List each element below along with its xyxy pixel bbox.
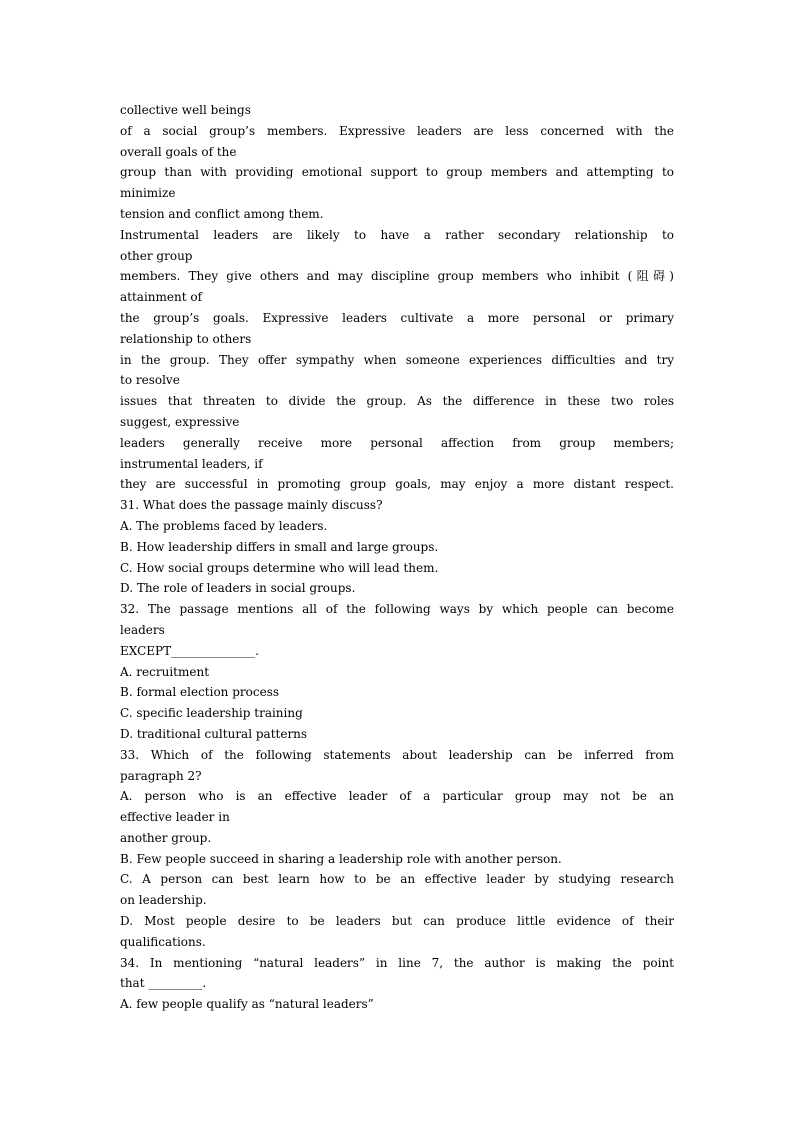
answer-option-b: B. How leadership differs in small and large groups. xyxy=(120,539,439,554)
question-stem: EXCEPT______________. xyxy=(120,643,259,658)
passage-line: leaders generally receive more personal affection from group members; xyxy=(120,435,674,450)
passage-line: members. They give others and may discipline group members who inhibit (阻碍) xyxy=(120,269,674,284)
passage-line: suggest, expressive xyxy=(120,414,240,429)
answer-option-d: D. Most people desire to be leaders but can produce little evidence of their xyxy=(120,914,674,929)
passage-line: Instrumental leaders are likely to have a rather secondary relationship to xyxy=(120,227,674,242)
passage-line: of a social group’s members. Expressive leaders are less concerned with the xyxy=(120,123,674,138)
question-stem: that _________. xyxy=(120,976,207,991)
question-32 xyxy=(120,599,674,745)
answer-option-a: A. recruitment xyxy=(120,664,210,679)
answer-option-a: A. person who is an effective leader of a particular group may not be an xyxy=(120,789,674,804)
passage-line: to resolve xyxy=(120,373,180,388)
answer-option-d: D. traditional cultural patterns xyxy=(120,726,308,741)
question-stem: 31. What does the passage mainly discuss? xyxy=(120,498,383,513)
answer-option-d: qualifications. xyxy=(120,934,206,949)
answer-option-a: A. few people qualify as “natural leaders” xyxy=(120,997,374,1012)
question-33 xyxy=(120,745,674,953)
passage-line: collective well beings xyxy=(120,103,251,117)
passage-line: minimize xyxy=(120,186,176,201)
passage-line: attainment of xyxy=(120,290,203,305)
answer-option-b: B. formal election process xyxy=(120,685,280,700)
question-stem: paragraph 2? xyxy=(120,768,202,783)
passage-line: overall goals of the xyxy=(120,144,237,159)
passage-line: the group’s goals. Expressive leaders cultivate a more personal or primary xyxy=(120,310,674,325)
passage-line: other group xyxy=(120,248,193,263)
passage-line: tension and conflict among them. xyxy=(120,206,324,221)
question-stem: 34. In mentioning “natural leaders” in line 7, the author is making the point xyxy=(120,955,674,970)
answer-option-c: C. A person can best learn how to be an effective leader by studying research xyxy=(120,872,674,887)
question-stem: 32. The passage mentions all of the following ways by which people can become xyxy=(120,602,674,617)
passage-line: group than with providing emotional support to group members and attempting to xyxy=(120,165,674,180)
answer-option-a: A. The problems faced by leaders. xyxy=(120,518,328,533)
answer-option-c: C. How social groups determine who will lead them. xyxy=(120,560,439,575)
question-31 xyxy=(120,495,674,599)
question-34 xyxy=(120,953,674,1015)
question-stem: leaders xyxy=(120,622,165,637)
answer-option-c: on leadership. xyxy=(120,893,207,908)
passage-line: they are successful in promoting group goals, may enjoy a more distant respect. xyxy=(120,477,674,492)
answer-option-d: D. The role of leaders in social groups. xyxy=(120,581,356,596)
passage-line: in the group. They offer sympathy when someone experiences difficulties and try xyxy=(120,352,674,367)
passage xyxy=(120,100,674,495)
answer-option-a: another group. xyxy=(120,830,212,845)
answer-option-b: B. Few people succeed in sharing a leadership role with another person. xyxy=(120,851,562,866)
passage-line: issues that threaten to divide the group. As the difference in these two roles xyxy=(120,394,674,409)
document-page xyxy=(120,100,674,1015)
question-stem: 33. Which of the following statements about leadership can be inferred from xyxy=(120,747,674,762)
passage-line: relationship to others xyxy=(120,331,252,346)
answer-option-c: C. specific leadership training xyxy=(120,706,303,721)
answer-option-a: effective leader in xyxy=(120,810,230,825)
passage-line: instrumental leaders, if xyxy=(120,456,263,471)
